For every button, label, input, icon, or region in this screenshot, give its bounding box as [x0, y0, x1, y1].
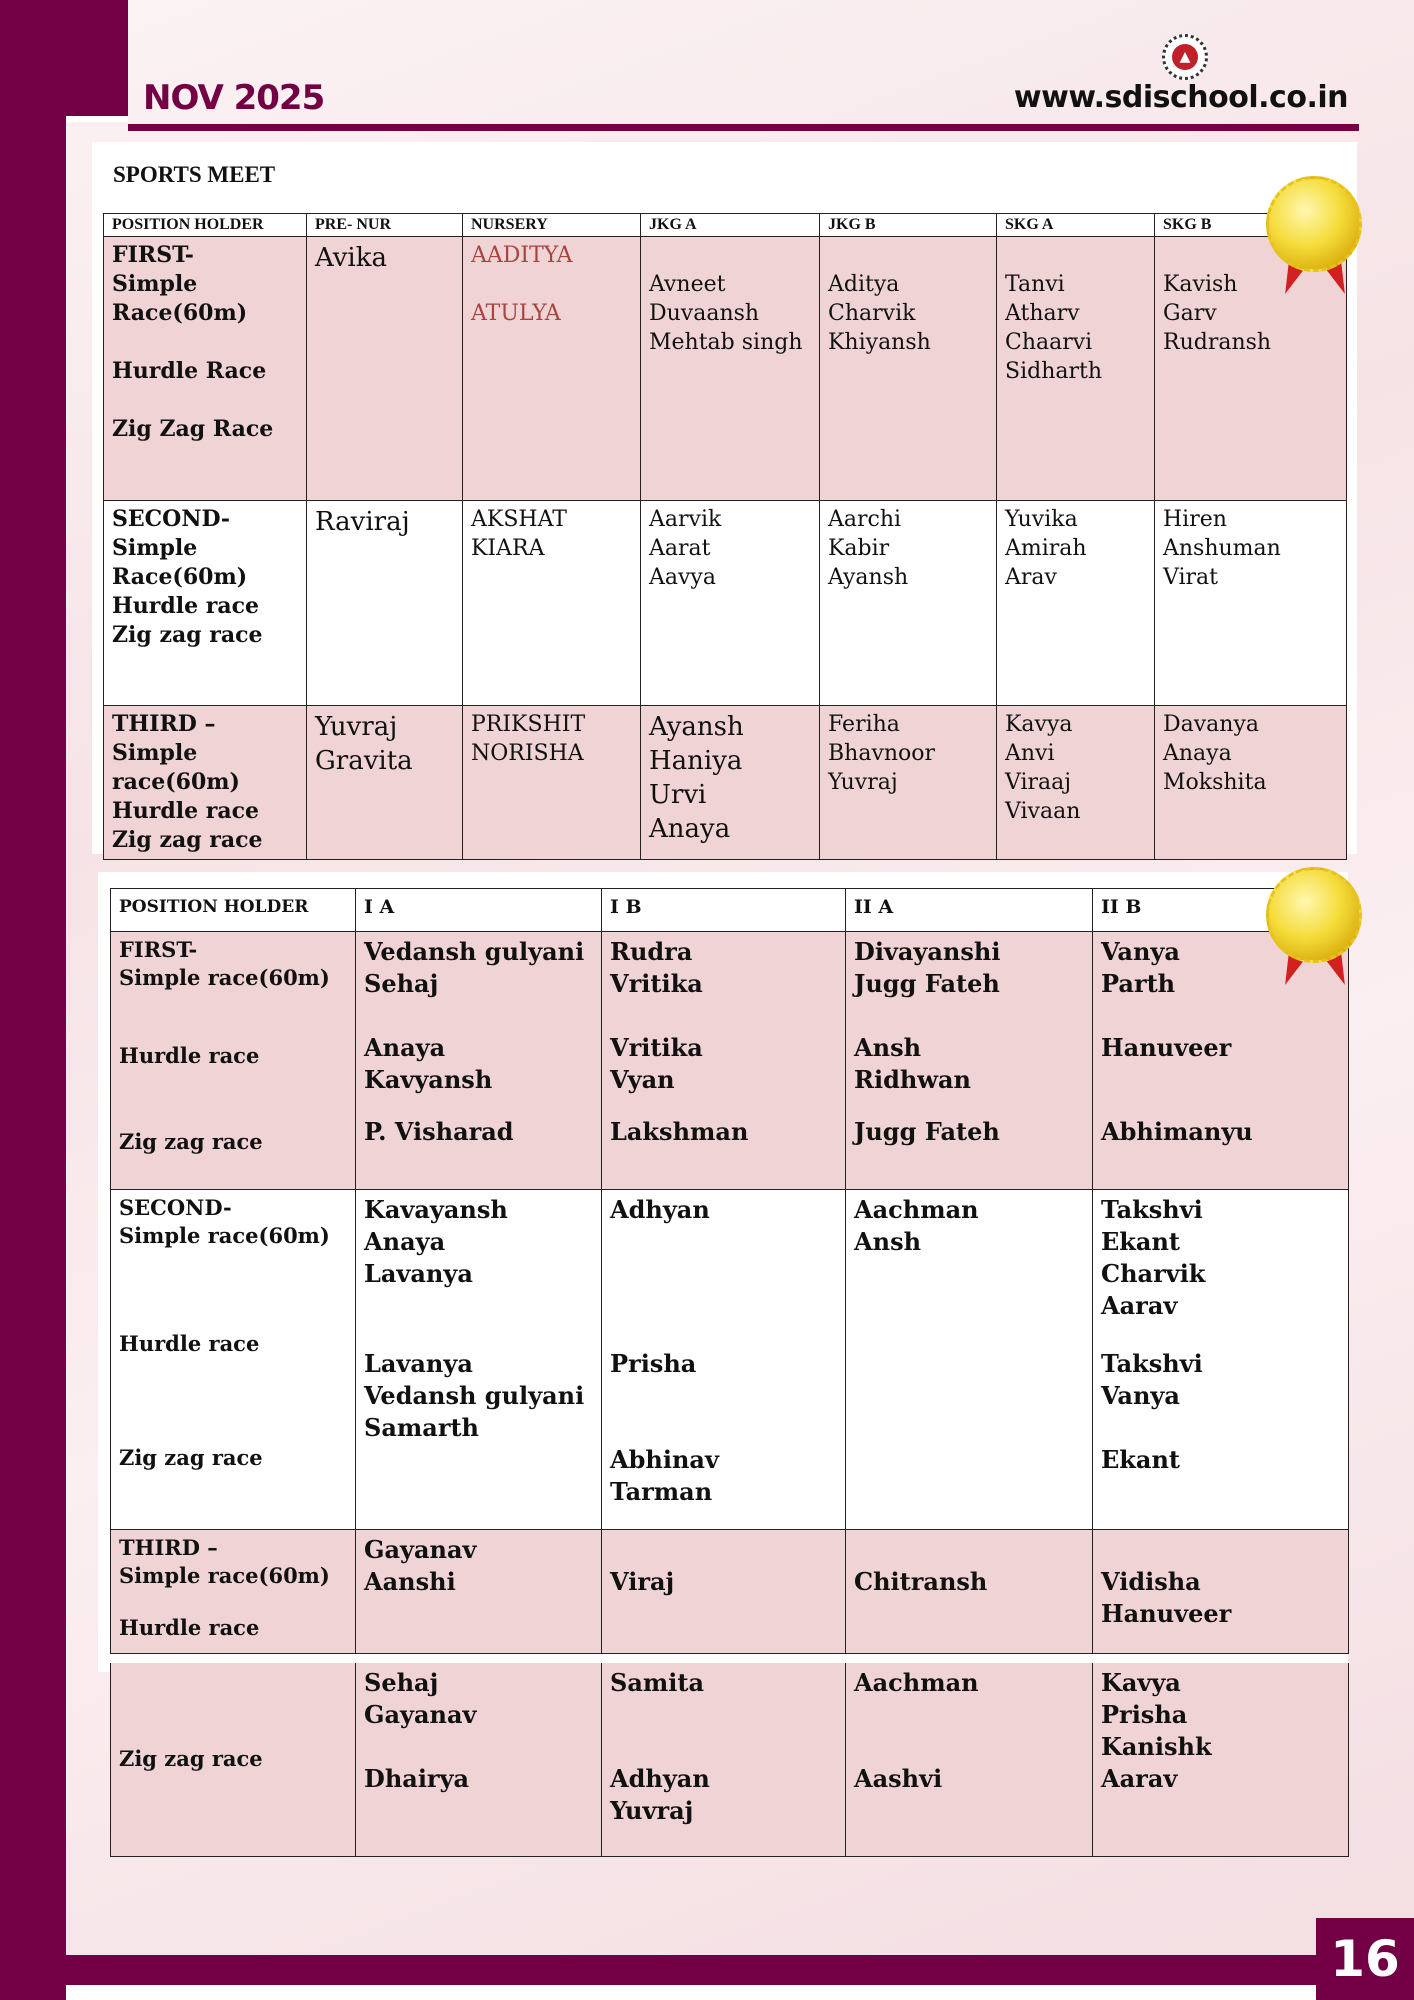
name-entry: Ridhwan — [854, 1065, 971, 1094]
class-ia-cell — [356, 932, 602, 1190]
name-entry: Vedansh gulyani — [364, 1381, 585, 1410]
name-entry: Dhairya — [364, 1764, 470, 1793]
column-header: SKG B — [1155, 214, 1347, 237]
name-entry: Vidisha — [1101, 1567, 1201, 1596]
name-entry: Simple — [112, 535, 198, 561]
nursery-cell — [463, 706, 641, 860]
skg-a-cell — [997, 706, 1155, 860]
label-line: Simple race(60m) — [119, 1223, 330, 1248]
race-group-hurdle — [854, 1032, 1084, 1116]
column-header: II B — [1093, 889, 1349, 932]
column-header: II A — [846, 889, 1093, 932]
skg-a-cell — [997, 501, 1155, 706]
name-entry: Simple — [112, 740, 198, 766]
jkg-b-cell — [820, 237, 997, 501]
class-iib-cell — [1093, 1190, 1349, 1530]
name-entry: Duvaansh — [649, 301, 760, 326]
name-entry: Vivaan — [1005, 799, 1081, 824]
name-entry: Ansh — [854, 1033, 922, 1062]
name-entry: Ayansh — [828, 565, 909, 590]
name-entry: Samita — [610, 1668, 705, 1697]
name-entry — [828, 241, 988, 270]
name-entry: Race(60m) — [112, 300, 248, 326]
name-entry — [649, 241, 811, 270]
name-entry: Zig zag race — [112, 827, 263, 853]
name-entry: Avneet — [649, 272, 726, 297]
class-ia-cell — [356, 1190, 602, 1530]
name-entry: Chaarvi — [1005, 330, 1093, 355]
label-line: FIRST- — [119, 937, 198, 962]
table-row-second — [104, 501, 1347, 706]
name-entry: AKSHAT — [471, 507, 567, 532]
column-header: POSITION HOLDER — [104, 214, 307, 237]
label-line: Hurdle race — [119, 1615, 260, 1640]
name-entry: Hurdle race — [112, 593, 260, 619]
name-entry: SECOND- — [112, 506, 231, 532]
name-entry: Kavayansh — [364, 1195, 508, 1224]
name-entry: Tarman — [610, 1477, 713, 1506]
name-entry — [112, 386, 298, 415]
name-entry: Viraaj — [1005, 770, 1072, 795]
name-entry: Anaya — [649, 814, 731, 844]
column-header: I A — [356, 889, 602, 932]
page-title: SPORTS MEET — [113, 162, 276, 187]
name-entry: Gayanav — [364, 1535, 477, 1564]
class-ia-cell — [356, 1662, 602, 1856]
race-group-hurdle — [610, 1032, 837, 1116]
name-entry: Zig zag race — [112, 622, 263, 648]
name-entry: Kavyansh — [364, 1065, 493, 1094]
table-row-third-zigzag — [111, 1662, 1349, 1856]
footer-strip — [66, 1985, 1414, 2000]
name-entry: Abhimanyu — [1101, 1117, 1253, 1146]
name-entry: Aanshi — [364, 1567, 456, 1596]
name-entry: Feriha — [828, 712, 900, 737]
name-entry: Bhavnoor — [828, 741, 936, 766]
class-ib-cell — [602, 1190, 846, 1530]
name-entry: Hanuveer — [1101, 1599, 1232, 1628]
skg-a-cell — [997, 237, 1155, 501]
name-entry: Parth — [1101, 969, 1176, 998]
name-entry: Prisha — [610, 1349, 697, 1378]
name-entry: FIRST- — [112, 242, 194, 268]
position-label-cell — [104, 501, 307, 706]
name-entry: Kavish — [1163, 272, 1238, 297]
name-entry: Gravita — [315, 746, 413, 776]
school-logo-icon: ▲ — [1162, 34, 1208, 80]
label-line: Zig zag race — [119, 1445, 263, 1470]
jkg-b-cell — [820, 501, 997, 706]
name-entry: Hurdle race — [112, 798, 260, 824]
name-entry: Adhyan — [610, 1764, 710, 1793]
jkg-a-cell — [641, 501, 820, 706]
name-entry: Charvik — [1101, 1259, 1206, 1288]
name-entry: Yuvika — [1005, 507, 1078, 532]
name-entry: Aarchi — [828, 507, 902, 532]
name-entry: Aarvik — [649, 507, 722, 532]
name-entry: Sehaj — [364, 969, 439, 998]
class-ib-cell — [602, 932, 846, 1190]
column-header: I B — [602, 889, 846, 932]
name-entry: Hiren — [1163, 507, 1227, 532]
name-entry: Tanvi — [1005, 272, 1065, 297]
name-entry: Kavya — [1101, 1668, 1181, 1697]
name-entry: Aachman — [854, 1195, 979, 1224]
class-ib-cell — [602, 1662, 846, 1856]
name-entry: Rudransh — [1163, 330, 1272, 355]
name-entry: Garv — [1163, 301, 1217, 326]
column-header: POSITION HOLDER — [111, 889, 356, 932]
class-iib-cell — [1093, 1662, 1349, 1856]
name-entry — [471, 270, 632, 299]
column-header: NURSERY — [463, 214, 641, 237]
results-table-primary — [110, 888, 1349, 1654]
race-group-zigzag — [364, 1116, 593, 1148]
name-entry: Anaya — [1163, 741, 1232, 766]
name-entry: Ekant — [1101, 1227, 1181, 1256]
label-line: Simple race(60m) — [119, 1563, 330, 1588]
name-entry: Vritika — [610, 1033, 703, 1062]
nursery-cell — [463, 501, 641, 706]
table-row-first — [111, 932, 1349, 1190]
name-entry: Amirah — [1005, 536, 1087, 561]
skg-b-cell — [1155, 706, 1347, 860]
name-entry: Viraj — [610, 1567, 675, 1596]
name-entry: Simple — [112, 271, 198, 297]
race-group-simple — [364, 936, 593, 1032]
name-entry: Yuvraj — [610, 1796, 694, 1825]
name-entry: Khiyansh — [828, 330, 931, 355]
name-entry: Davanya — [1163, 712, 1260, 737]
label-line: Zig zag race — [119, 1129, 263, 1154]
name-entry: P. Visharad — [364, 1117, 514, 1146]
name-entry: Vanya — [1101, 937, 1180, 966]
name-entry: Avika — [315, 243, 387, 273]
name-entry: Abhinav — [610, 1445, 719, 1474]
class-iia-cell — [846, 1190, 1093, 1530]
name-entry: Haniya — [649, 746, 743, 776]
name-entry: Divayanshi — [854, 937, 1001, 966]
label-line: THIRD – — [119, 1535, 218, 1560]
name-entry: Mokshita — [1163, 770, 1267, 795]
header-rule — [128, 124, 1359, 131]
issue-date: NOV 2025 — [143, 78, 325, 118]
column-header: PRE- NUR — [307, 214, 463, 237]
class-ib-cell — [602, 1530, 846, 1654]
name-entry: Raviraj — [315, 507, 410, 537]
column-header: JKG B — [820, 214, 997, 237]
name-entry: Ansh — [854, 1227, 922, 1256]
position-label-cell: Zig zag race — [111, 1662, 356, 1856]
name-entry: Samarth — [364, 1413, 480, 1442]
name-entry: ATULYA — [471, 301, 561, 326]
label-line: Hurdle race — [119, 1331, 260, 1356]
name-entry: Aashvi — [854, 1764, 943, 1793]
pre-nur-cell — [307, 706, 463, 860]
gold-medal-icon — [1266, 176, 1366, 306]
footer-bar — [66, 1955, 1316, 1985]
column-header: SKG A — [997, 214, 1155, 237]
race-group-hurdle — [364, 1032, 593, 1116]
top-brand-tab — [66, 0, 128, 120]
name-entry: Aavya — [649, 565, 716, 590]
name-entry: Jugg Fateh — [854, 969, 1000, 998]
pre-nur-cell — [307, 237, 463, 501]
race-group-zigzag — [854, 1116, 1084, 1148]
name-entry: Vanya — [1101, 1381, 1180, 1410]
name-entry — [112, 328, 298, 357]
name-entry: Yuvraj — [828, 770, 898, 795]
divider — [66, 116, 128, 122]
position-label-cell — [111, 932, 356, 1190]
race-group-hurdle — [1101, 1032, 1340, 1116]
name-entry: Aarat — [649, 536, 711, 561]
column-header: JKG A — [641, 214, 820, 237]
name-entry: AADITYA — [471, 243, 573, 268]
name-entry: THIRD – — [112, 711, 216, 737]
race-group-simple — [610, 936, 837, 1032]
name-entry: Anaya — [364, 1033, 446, 1062]
jkg-b-cell — [820, 706, 997, 860]
pre-nur-cell — [307, 501, 463, 706]
name-entry: Sehaj — [364, 1668, 439, 1697]
label-line: SECOND- — [119, 1195, 232, 1220]
gold-medal-icon — [1266, 867, 1366, 997]
name-entry: Aditya — [828, 272, 900, 297]
table-header-row — [111, 889, 1349, 932]
label-line: Simple race(60m) — [119, 965, 330, 990]
label-line: Hurdle race — [119, 1043, 260, 1068]
name-entry: race(60m) — [112, 769, 240, 795]
name-entry: Yuvraj — [315, 712, 398, 742]
name-entry: Arav — [1005, 565, 1057, 590]
name-entry: Urvi — [649, 780, 707, 810]
left-brand-bar — [0, 0, 66, 2000]
name-entry: Ekant — [1101, 1445, 1181, 1474]
table-header-row — [104, 214, 1347, 237]
results-table-kg — [103, 213, 1347, 860]
name-entry: Race(60m) — [112, 564, 248, 590]
name-entry: Vedansh gulyani — [364, 937, 585, 966]
name-entry: KIARA — [471, 536, 545, 561]
name-entry: Anaya — [364, 1227, 446, 1256]
name-entry: Prisha — [1101, 1700, 1188, 1729]
nursery-cell — [463, 237, 641, 501]
name-entry: Vritika — [610, 969, 703, 998]
class-iia-cell — [846, 1530, 1093, 1654]
name-entry: Aarav — [1101, 1291, 1178, 1320]
class-iib-cell — [1093, 1530, 1349, 1654]
website-link[interactable]: www.sdischool.co.in — [1013, 80, 1348, 115]
position-label-cell — [104, 706, 307, 860]
name-entry: Kabir — [828, 536, 890, 561]
name-entry — [1005, 241, 1146, 270]
table-row-first — [104, 237, 1347, 501]
jkg-a-cell — [641, 237, 820, 501]
table-row-second — [111, 1190, 1349, 1530]
name-entry: Anshuman — [1163, 536, 1281, 561]
name-entry: NORISHA — [471, 741, 584, 766]
position-label-cell — [104, 237, 307, 501]
name-entry: Kavya — [1005, 712, 1073, 737]
race-group-zigzag — [1101, 1116, 1340, 1148]
table-row-third — [104, 706, 1347, 860]
name-entry: Adhyan — [610, 1195, 710, 1224]
name-entry: Vyan — [610, 1065, 675, 1094]
name-entry: Virat — [1163, 565, 1219, 590]
results-table-continuation — [110, 1661, 1349, 1857]
class-ia-cell — [356, 1530, 602, 1654]
name-entry: Lavanya — [364, 1259, 473, 1288]
jkg-a-cell — [641, 706, 820, 860]
name-entry: Ayansh — [649, 712, 744, 742]
table-row-third — [111, 1530, 1349, 1654]
name-entry: Aarav — [1101, 1764, 1178, 1793]
class-iia-cell — [846, 1662, 1093, 1856]
name-entry: Takshvi — [1101, 1349, 1203, 1378]
position-label-cell — [111, 1530, 356, 1654]
name-entry: Lavanya — [364, 1349, 473, 1378]
name-entry: Takshvi — [1101, 1195, 1203, 1224]
name-entry: Mehtab singh — [649, 330, 803, 355]
name-entry: Aachman — [854, 1668, 979, 1697]
name-entry: Atharv — [1005, 301, 1080, 326]
race-group-zigzag — [610, 1116, 837, 1148]
name-entry: Rudra — [610, 937, 693, 966]
class-iia-cell — [846, 932, 1093, 1190]
name-entry: Lakshman — [610, 1117, 749, 1146]
name-entry: Zig Zag Race — [112, 416, 274, 442]
race-group-simple — [854, 936, 1084, 1032]
name-entry: Sidharth — [1005, 359, 1103, 384]
name-entry: PRIKSHIT — [471, 712, 586, 737]
skg-b-cell — [1155, 501, 1347, 706]
name-entry: Kanishk — [1101, 1732, 1212, 1761]
name-entry: Hurdle Race — [112, 358, 267, 384]
name-entry: Chitransh — [854, 1567, 988, 1596]
name-entry: Charvik — [828, 301, 916, 326]
page-number: 16 — [1316, 1918, 1414, 2000]
name-entry: Gayanav — [364, 1700, 477, 1729]
name-entry: Hanuveer — [1101, 1033, 1232, 1062]
position-label-cell — [111, 1190, 356, 1530]
name-entry: Anvi — [1005, 741, 1055, 766]
name-entry: Jugg Fateh — [854, 1117, 1000, 1146]
